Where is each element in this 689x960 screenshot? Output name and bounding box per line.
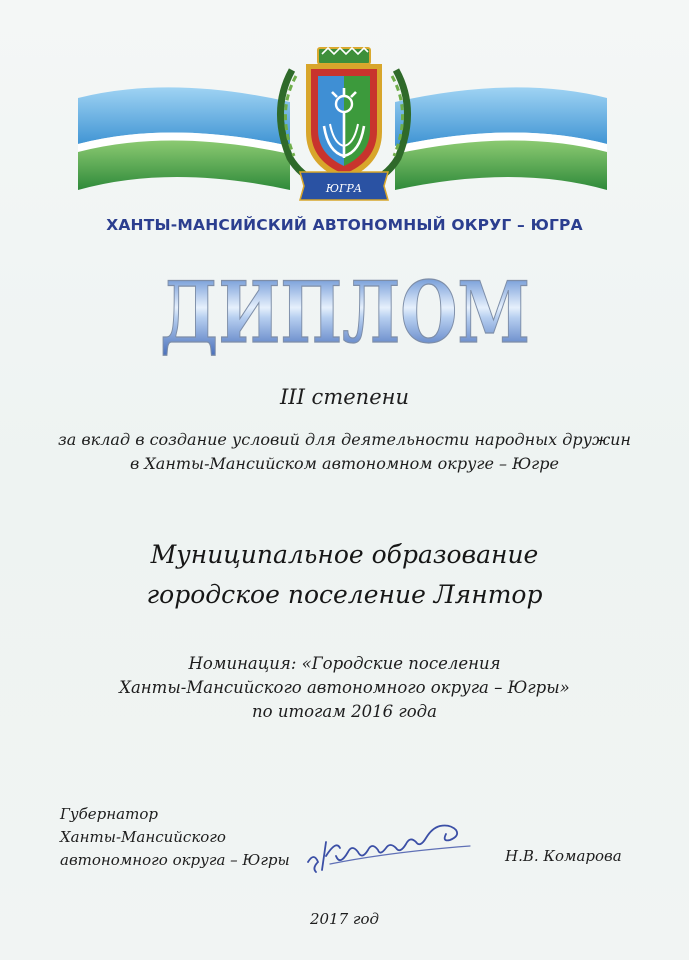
flag-ribbon-left bbox=[78, 87, 290, 190]
signer-title-line: автономного округа – Югры bbox=[60, 851, 290, 869]
signer-name: Н.В. Комарова bbox=[505, 847, 622, 865]
award-reason-line: в Ханты-Мансийском автономном округе – Югре bbox=[130, 454, 559, 473]
nomination-line: Номинация: «Городские поселения bbox=[188, 654, 501, 673]
signer-title bbox=[60, 803, 290, 872]
handwritten-signature bbox=[300, 822, 490, 882]
diploma-title-text: ДИПЛОМ bbox=[160, 263, 530, 362]
award-reason-line: за вклад в создание условий для деятельности народных дружин bbox=[58, 430, 631, 449]
diploma-title bbox=[150, 262, 540, 362]
coat-of-arms-icon bbox=[280, 48, 407, 200]
signer-title-line: Губернатор bbox=[60, 805, 158, 823]
nomination-line: Ханты-Мансийского автономного округа – Югры» bbox=[119, 678, 570, 697]
region-title: ХАНТЫ-МАНСИЙСКИЙ АВТОНОМНЫЙ ОКРУГ – ЮГРА bbox=[106, 216, 583, 234]
nomination-line: по итогам 2016 года bbox=[252, 702, 437, 721]
recipient-line: Муниципальное образование bbox=[150, 540, 539, 569]
flag-ribbon-with-coat-of-arms bbox=[0, 40, 689, 215]
recipient-name bbox=[0, 535, 689, 615]
flag-ribbon-right bbox=[395, 87, 607, 190]
signer-title-line: Ханты-Мансийского bbox=[60, 828, 226, 846]
recipient-line: городское поселение Лянтор bbox=[146, 580, 543, 609]
coat-of-arms-label: ЮГРА bbox=[325, 182, 363, 195]
diploma-degree: III степени bbox=[280, 385, 409, 409]
nomination bbox=[0, 652, 689, 724]
issue-year: 2017 год bbox=[309, 910, 380, 928]
award-reason bbox=[0, 428, 689, 476]
